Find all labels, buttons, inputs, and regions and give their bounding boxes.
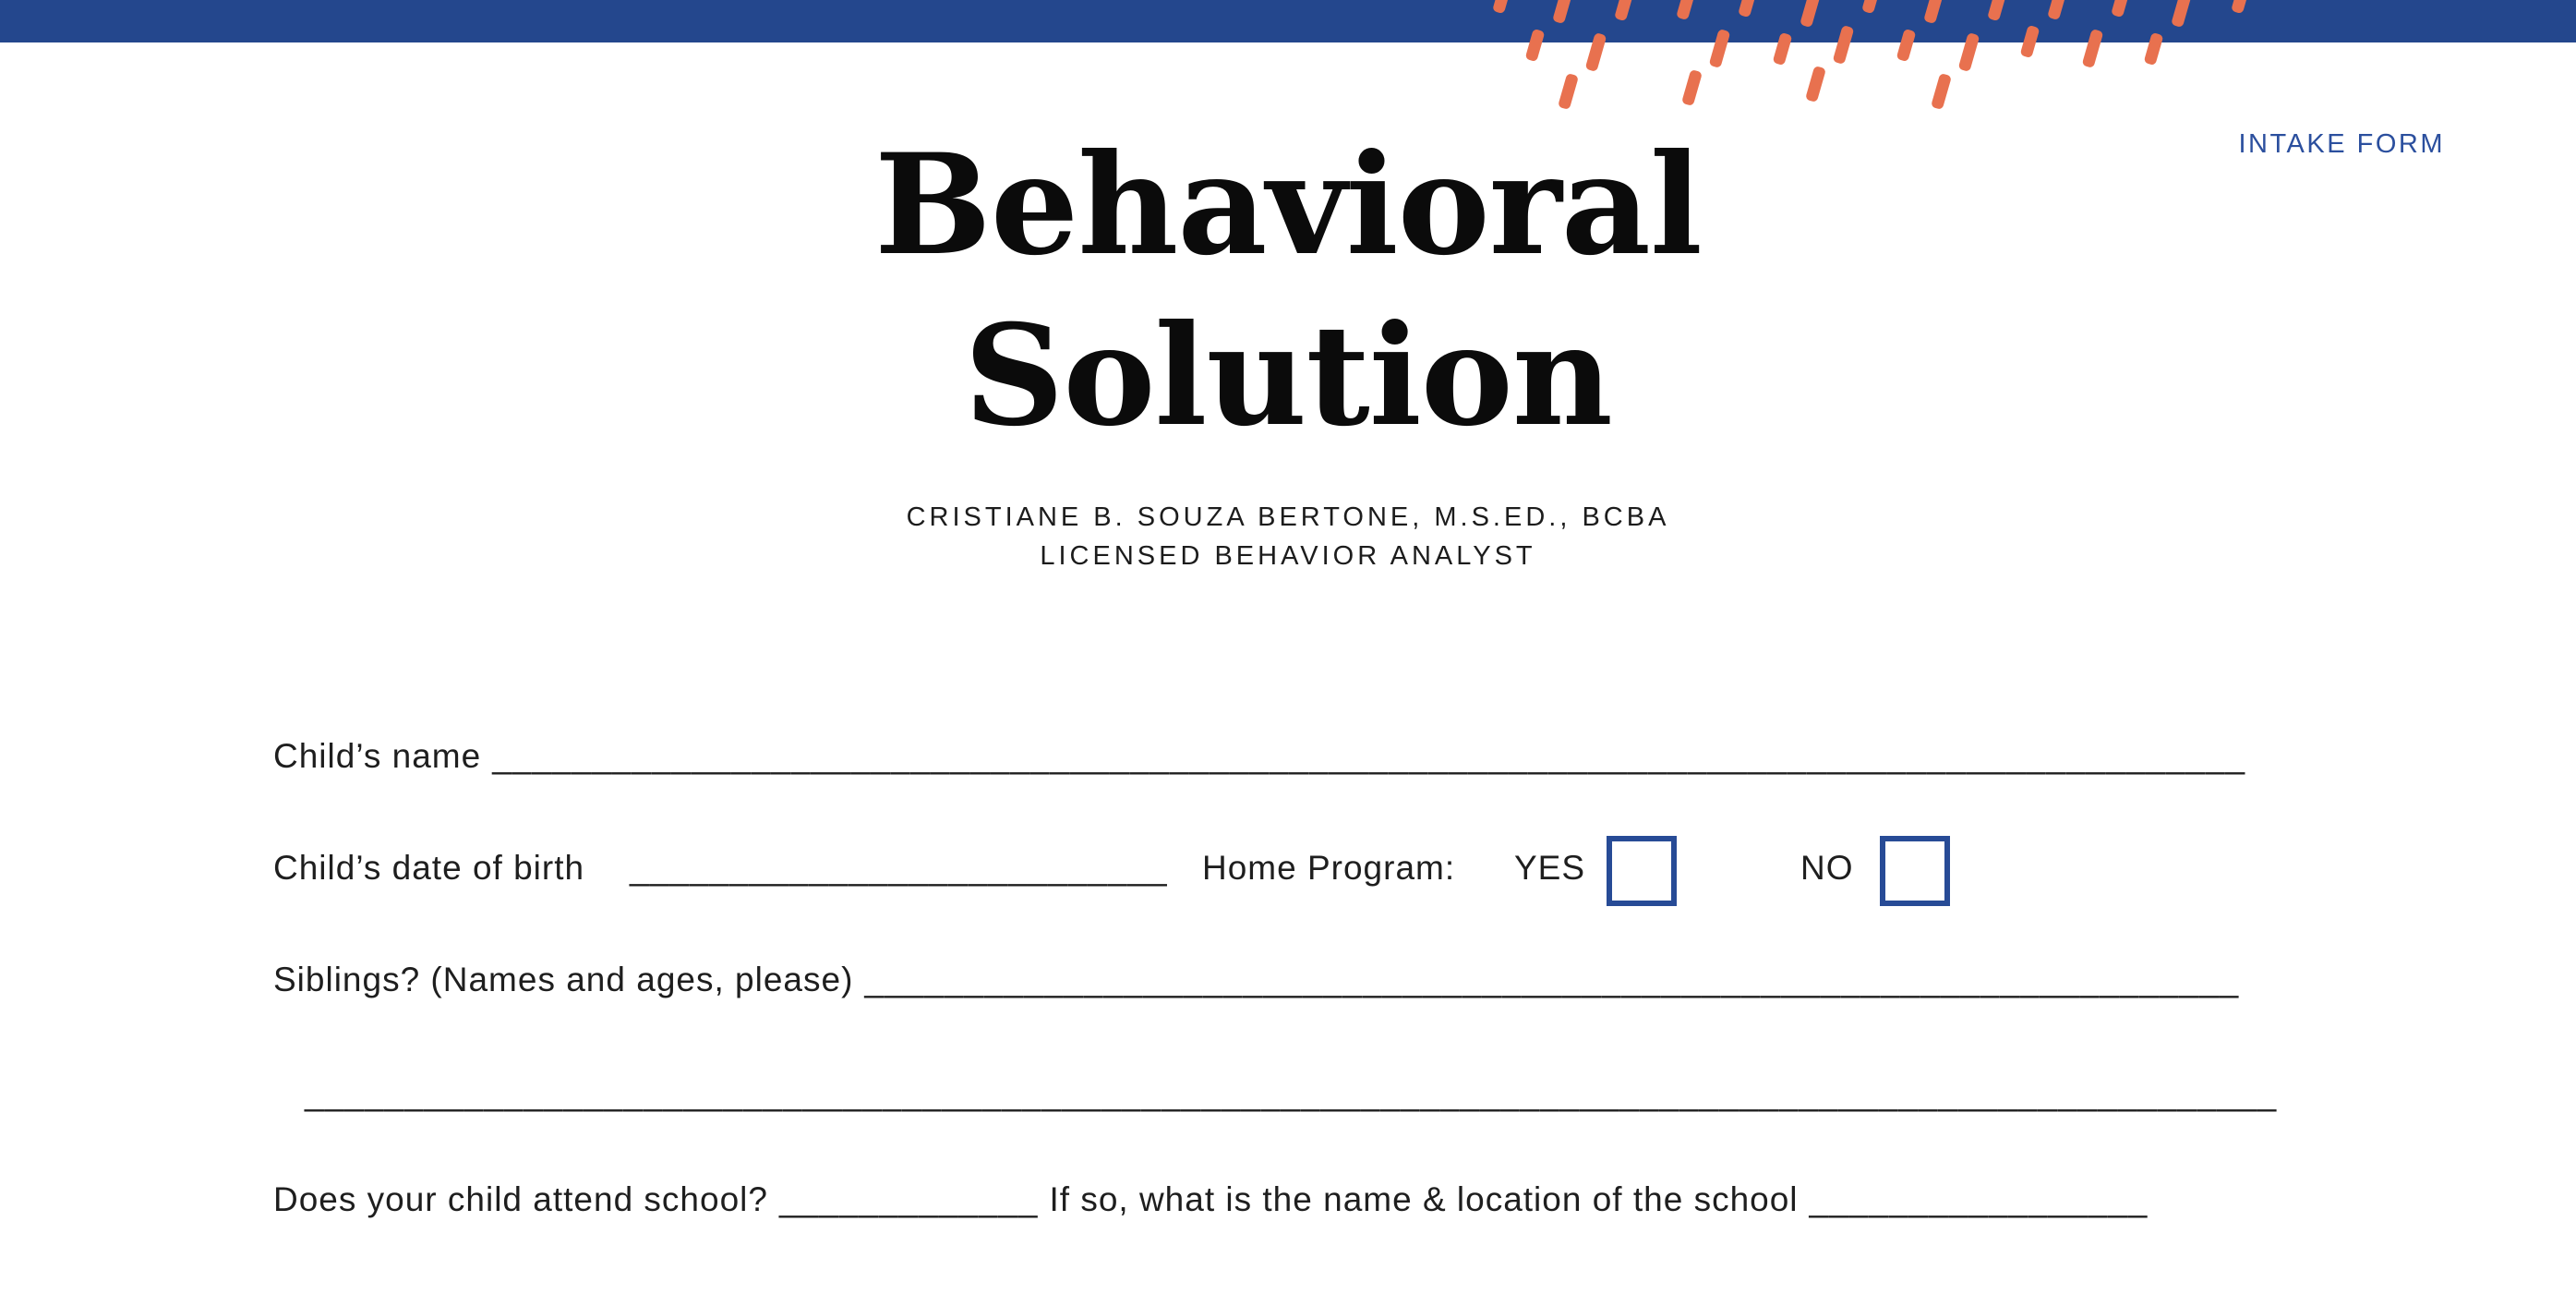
siblings-blank[interactable]: _____________________________________________________________________ bbox=[864, 961, 2240, 998]
child-name-label: Child’s name bbox=[273, 737, 482, 775]
school-attend-blank[interactable]: _____________ bbox=[778, 1180, 1039, 1218]
title-line-2: Solution bbox=[964, 295, 1612, 457]
home-program-yes-label: YES bbox=[1514, 849, 1586, 887]
dob-label: Child’s date of birth bbox=[273, 849, 585, 887]
practitioner-credential: LICENSED BEHAVIOR ANALYST bbox=[1040, 541, 1536, 571]
page-title bbox=[0, 120, 2576, 462]
title-line-1: Behavioral bbox=[874, 124, 1702, 286]
dob-blank[interactable]: ___________________________ bbox=[630, 849, 1168, 887]
school-attend-label: Does your child attend school? bbox=[273, 1180, 768, 1218]
child-name-row bbox=[273, 737, 2245, 776]
intake-form-tag: INTAKE FORM bbox=[2238, 129, 2445, 159]
confetti-decoration bbox=[1422, 0, 2299, 129]
practitioner-name: CRISTIANE B. SOUZA BERTONE, M.S.ED., BCBA bbox=[906, 502, 1670, 532]
siblings-row bbox=[273, 961, 2239, 999]
home-program-yes-checkbox[interactable] bbox=[1607, 836, 1677, 906]
practitioner-subtitle bbox=[0, 498, 2576, 575]
school-location-label: If so, what is the name & location of the school bbox=[1049, 1180, 1799, 1218]
home-program-no-label: NO bbox=[1800, 849, 1854, 887]
school-row bbox=[273, 1180, 2148, 1219]
home-program-no-checkbox[interactable] bbox=[1880, 836, 1950, 906]
home-program-label: Home Program: bbox=[1202, 849, 1456, 887]
school-location-blank[interactable]: _________________ bbox=[1809, 1180, 2149, 1218]
dob-home-program-row bbox=[273, 836, 2576, 906]
siblings-label: Siblings? (Names and ages, please) bbox=[273, 961, 854, 998]
siblings-blank-line2[interactable]: ___________________________________________________________________________________________________ bbox=[305, 1074, 2278, 1112]
siblings-continuation-row bbox=[305, 1074, 2277, 1113]
child-name-blank[interactable]: ________________________________________________________________________________________ bbox=[492, 737, 2246, 775]
